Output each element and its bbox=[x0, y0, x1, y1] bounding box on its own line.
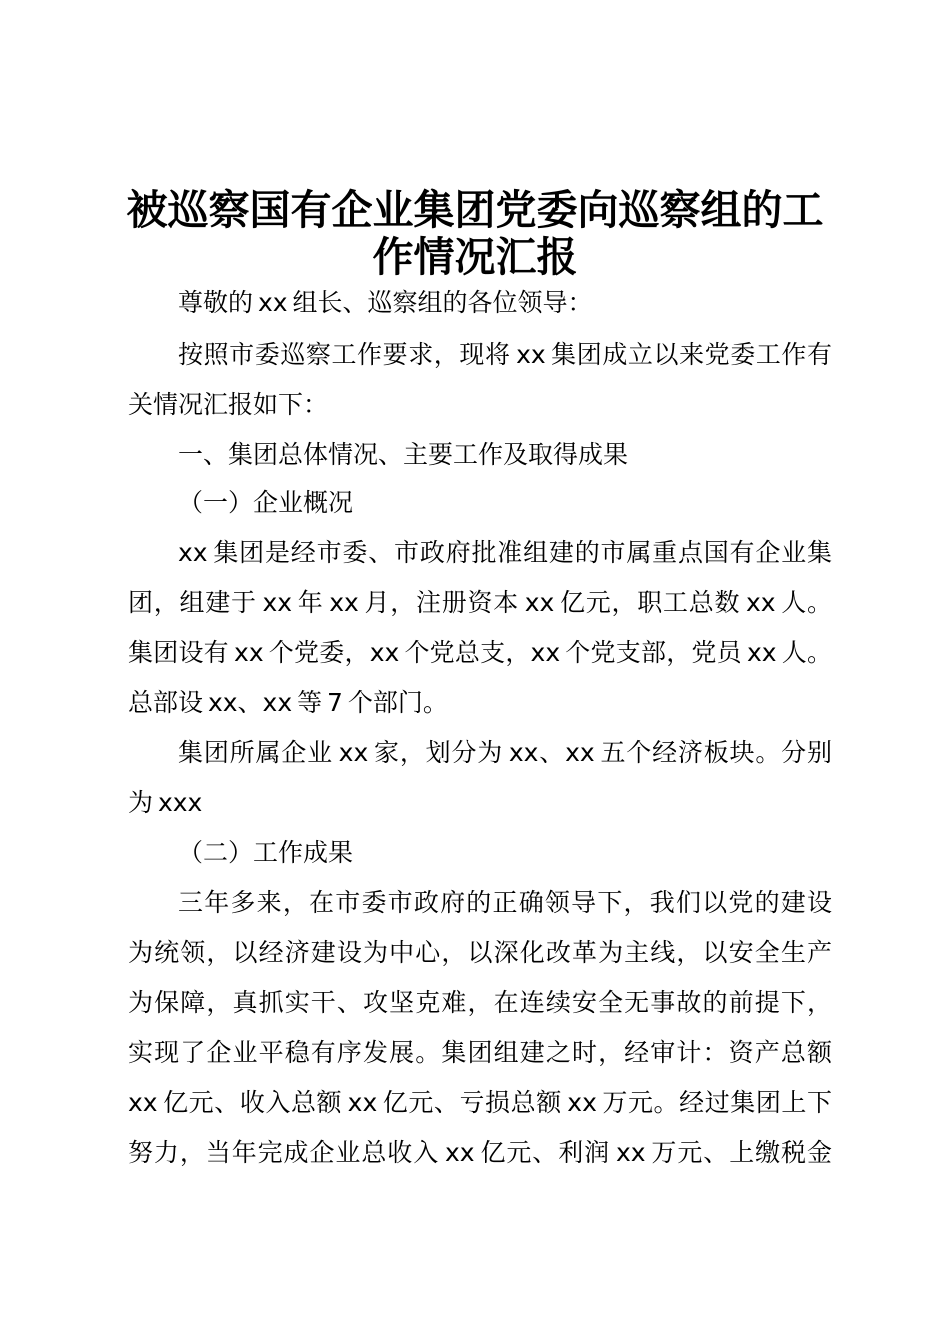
subsection-heading: （一）企业概况 bbox=[178, 488, 354, 517]
paragraph-line: 为统领，以经济建设为中心，以深化改革为主线，以安全生产 bbox=[128, 938, 832, 967]
paragraph-line: 为保障，真抓实干、攻坚克难，在连续安全无事故的前提下， bbox=[128, 988, 832, 1017]
subsection-heading: （二）工作成果 bbox=[178, 838, 354, 867]
paragraph-line: xx 集团是经市委、市政府批准组建的市属重点国有企业集 bbox=[178, 538, 832, 567]
paragraph-line: 团，组建于 xx 年 xx 月，注册资本 xx 亿元，职工总数 xx 人。 bbox=[128, 588, 832, 617]
paragraph-line: 按照市委巡察工作要求，现将 xx 集团成立以来党委工作有 bbox=[178, 340, 832, 369]
salutation: 尊敬的 xx 组长、巡察组的各位领导： bbox=[178, 288, 593, 317]
section-heading: 一、集团总体情况、主要工作及取得成果 bbox=[178, 440, 629, 469]
paragraph-line: 总部设 xx、xx 等 7 个部门。 bbox=[128, 688, 448, 717]
paragraph-line: xx 亿元、收入总额 xx 亿元、亏损总额 xx 万元。经过集团上下 bbox=[128, 1088, 832, 1117]
paragraph-line: 集团所属企业 xx 家，划分为 xx、xx 五个经济板块。分别 bbox=[178, 738, 832, 767]
document-title-line-2: 作情况汇报 bbox=[372, 233, 578, 281]
document-title-line-1: 被巡察国有企业集团党委向巡察组的工 bbox=[126, 186, 824, 234]
paragraph-line: 努力，当年完成企业总收入 xx 亿元、利润 xx 万元、上缴税金 bbox=[128, 1138, 832, 1167]
paragraph-line: 实现了企业平稳有序发展。集团组建之时，经审计：资产总额 bbox=[128, 1038, 832, 1067]
paragraph-line: 为 xxx bbox=[128, 788, 203, 817]
paragraph-line: 集团设有 xx 个党委，xx 个党总支，xx 个党支部，党员 xx 人。 bbox=[128, 638, 832, 667]
paragraph-line: 关情况汇报如下： bbox=[128, 390, 329, 419]
paragraph-line: 三年多来，在市委市政府的正确领导下，我们以党的建设 bbox=[178, 888, 832, 917]
